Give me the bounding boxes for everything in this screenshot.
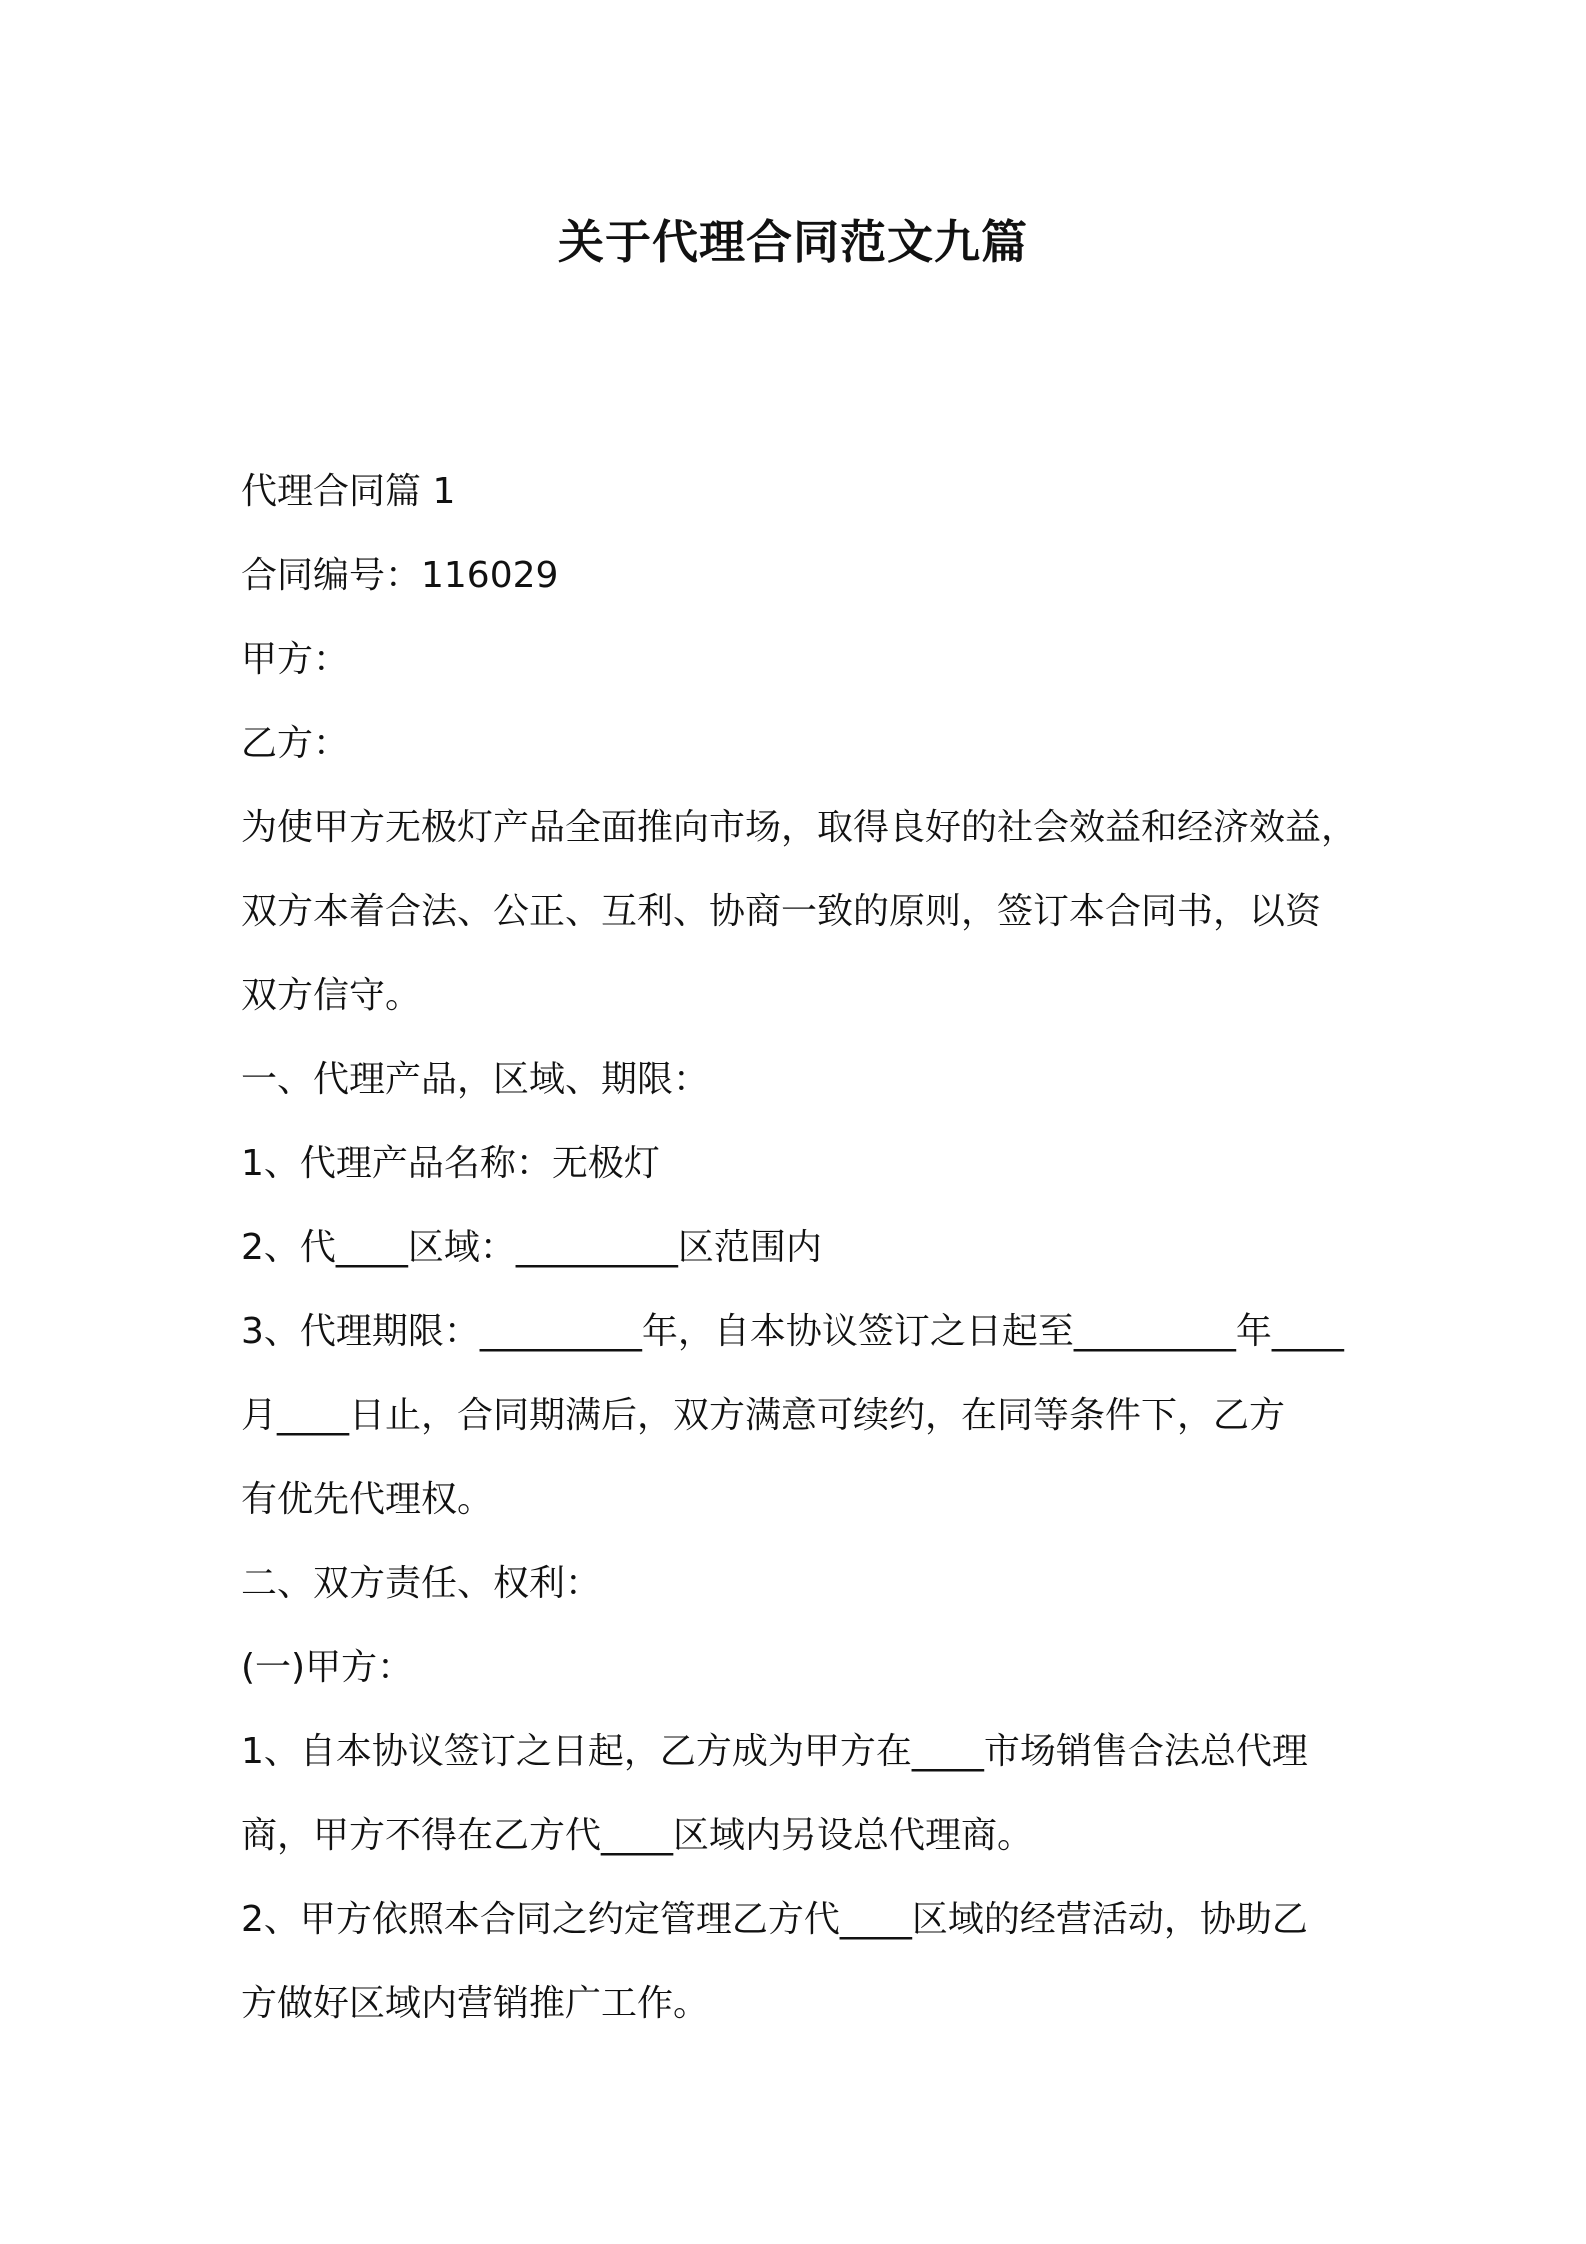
contract-number: 合同编号：116029 [241,555,559,596]
clause-1-item-3-line-2: 月____日止，合同期满后，双方满意可续约，在同等条件下，乙方 [241,1395,1286,1436]
clause-2-item-2-line-2: 方做好区域内营销推广工作。 [241,1983,710,2024]
clause-heading-1: 一、代理产品，区域、期限： [241,1059,710,1100]
sub-heading-party-a: (一)甲方： [241,1647,414,1688]
clause-1-item-2: 2、代____区域：_________区范围内 [241,1227,822,1268]
clause-1-item-3-line-1: 3、代理期限：_________年，自本协议签订之日起至_________年____ [241,1311,1344,1352]
clause-2-item-1-line-2: 商，甲方不得在乙方代____区域内另设总代理商。 [241,1815,1034,1856]
party-b-label: 乙方： [241,723,350,764]
clause-heading-2: 二、双方责任、权利： [241,1563,602,1604]
clause-1-item-1: 1、代理产品名称：无极灯 [241,1143,660,1184]
clause-2-item-2-line-1: 2、甲方依照本合同之约定管理乙方代____区域的经营活动，协助乙 [241,1899,1308,1940]
preamble-line-2: 双方本着合法、公正、互利、协商一致的原则，签订本合同书，以资 [241,891,1322,932]
preamble-line-3: 双方信守。 [241,975,422,1016]
clause-2-item-1-line-1: 1、自本协议签订之日起，乙方成为甲方在____市场销售合法总代理 [241,1731,1308,1772]
section-heading-contract-1: 代理合同篇 1 [241,471,456,512]
preamble-line-1: 为使甲方无极灯产品全面推向市场，取得良好的社会效益和经济效益， [241,807,1358,848]
clause-1-item-3-line-3: 有优先代理权。 [241,1479,494,1520]
document-body [241,450,1358,2046]
party-a-label: 甲方： [241,639,350,680]
document-title: 关于代理合同范文九篇 [558,215,1028,269]
